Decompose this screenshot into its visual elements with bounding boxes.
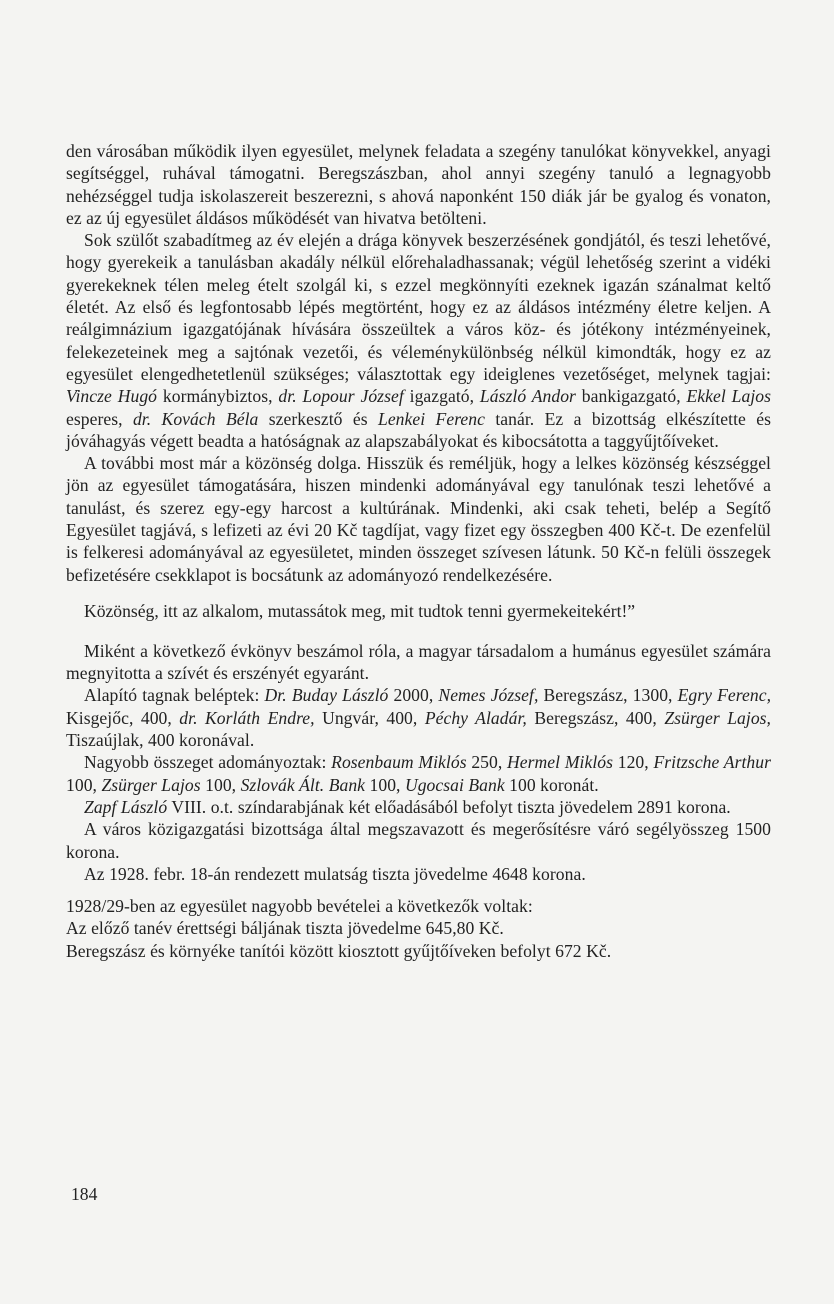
page-number: 184	[71, 1184, 98, 1204]
person-name: Lenkei Ferenc	[377, 408, 485, 429]
paragraph-play	[66, 796, 771, 818]
person-name: Buday László	[291, 685, 389, 706]
text-fragment: Alapító tagnak beléptek:	[84, 685, 265, 706]
text-fragment: Nagyobb összeget adományoztak:	[84, 752, 332, 773]
paragraph-3-text: A további most már a közönség dolga. Hisszük és reméljük, hogy a lelkes közönség készséggel jön az egyesület támogatására, hiszen mindenki adományával egy tanulónak teszi lehetővé a tanulást, és szerez egy-egy harcost a kultúrának. Mindenki, aki csak teheti, belép a Segítő Egyesület tagjává, s lefizeti az évi 20 Kč tagdíjat, vagy fizet egy összegben 400 Kč-t. De ezenfelül is felkeresi adományával az egyesületet, minden összeget szívesen látunk. 50 Kč-n felüli összegek befizetésére csekklapot is bocsátunk az adományozó rendelkezésére.	[66, 453, 771, 585]
text-fragment: 100,	[365, 774, 405, 795]
title-abbrev: dr.	[132, 408, 152, 429]
title-abbrev: Dr.	[264, 685, 287, 706]
text-fragment: 100,	[200, 774, 241, 795]
person-name: Zsürger Lajos	[101, 774, 201, 795]
text-fragment: Beregszász, 1300,	[538, 685, 678, 706]
appeal-line	[66, 600, 771, 622]
title-abbrev: dr.	[278, 386, 297, 407]
text-fragment: 2000,	[388, 685, 439, 706]
text-fragment: VIII. o.t. színdarabjának két előadásából befolyt tiszta jövedelem 2891 korona.	[167, 796, 731, 817]
text-fragment	[151, 409, 161, 429]
paragraph-donors	[66, 751, 771, 796]
revenue-line-2-text: Az előző tanév érettségi báljának tiszta jövedelme 645,80 Kč.	[66, 918, 504, 939]
text-fragment: igazgató,	[403, 386, 480, 407]
person-name: Péchy Aladár,	[424, 707, 527, 728]
person-name: Hermel Miklós	[507, 752, 614, 773]
person-name: Korláth Endre,	[205, 707, 315, 728]
paragraph-5	[66, 640, 771, 685]
person-name: Lopour József	[302, 386, 404, 407]
revenue-line-3	[66, 940, 771, 962]
text-fragment: esperes,	[66, 408, 133, 429]
text-fragment: Ungvár, 400,	[314, 707, 425, 728]
text-fragment: 100 koronát.	[504, 774, 599, 795]
text-fragment: 250,	[466, 752, 508, 773]
paragraph-3	[66, 452, 771, 586]
person-name: Rosenbaum Miklós	[331, 752, 467, 773]
paragraph-founders	[66, 684, 771, 751]
text-fragment: tanár. Ez a bizottság elkészítette és jóváhagyás végett beadta a hatóságnak az alapszabályokat és kibocsátotta a taggyűjtőíveket.	[66, 408, 771, 451]
person-name: Egry Ferenc,	[677, 685, 772, 706]
person-name: Zsürger Lajos,	[664, 707, 772, 728]
text-fragment: 120,	[613, 752, 654, 773]
text-fragment: bankigazgató,	[575, 386, 687, 407]
person-name: Nemes József,	[438, 685, 539, 706]
revenue-line-1-text: 1928/29-ben az egyesület nagyobb bevételei a következők voltak:	[66, 896, 533, 917]
paragraph-ball	[66, 863, 771, 885]
paragraph-ball-text: Az 1928. febr. 18-án rendezett mulatság tiszta jövedelme 4648 korona.	[84, 863, 586, 884]
text-fragment: kormánybiztos,	[157, 386, 279, 407]
person-name: Fritzsche Arthur	[653, 752, 772, 773]
title-abbrev: dr.	[179, 707, 198, 728]
paragraph-2-text: Sok szülőt szabadítmeg az év elején a drága könyvek beszerzésének gondjától, és teszi lehetővé, hogy gyerekeik a tanulásban akadály nélkül előrehaladhassanak; végül lehetőség szerint a vidéki gyerekeknek télen meleg ételt szolgál ki, s ezzel megkönnyíti ezeknek igazán szánalmat keltő életét. Az első és legfontosabb lépés megtörtént, hogy ez az áldásos intézmény életre keljen. A reálgimnázium igazgatójának hívására összeültek a város köz- és jótékony intézményeinek, felekezeteinek meg a sajtónak vezetői, és véleménykülönbség nélkül kimondták, hogy ez az egyesület elengedhetetlenül szükséges; választottak egy ideiglenes vezetőséget, melynek tagjai:	[66, 230, 771, 384]
page-body	[66, 140, 771, 962]
revenue-line-1	[66, 895, 771, 917]
text-fragment: szerkesztő és	[258, 408, 378, 429]
paragraph-2	[66, 229, 771, 452]
paragraph-1-text: den városában működik ilyen egyesület, melynek feladata a szegény tanulókat könyvekkel, anyagi segítséggel, ruhával támogatni. Beregszászban, ahol annyi szegény tanuló a legnagyobb nehézséggel tudja iskolaszereit beszerezni, s ahová naponként 150 diák jár be gyalog és vonaton, ez az új egyesület áldásos működését van hivatva betölteni.	[66, 141, 771, 228]
text-fragment: 100,	[66, 774, 102, 795]
paragraph-grant	[66, 818, 771, 863]
text-fragment: Tiszaújlak, 400 koronával.	[66, 730, 255, 751]
paragraph-grant-text: A város közigazgatási bizottsága által megszavazott és megerősítésre váró segélyösszeg 1500 korona.	[66, 819, 771, 862]
person-name: Vincze Hugó	[66, 386, 158, 407]
text-fragment: Beregszász, 400,	[526, 707, 665, 728]
text-fragment: Kisgejőc, 400,	[66, 707, 180, 728]
revenue-line-3-text: Beregszász és környéke tanítói között kiosztott gyűjtőíveken befolyt 672 Kč.	[66, 940, 612, 961]
person-name: Zapf László	[84, 796, 168, 817]
institution-name: Szlovák Ált. Bank	[240, 774, 366, 795]
revenue-line-2	[66, 917, 771, 939]
text-fragment	[198, 708, 205, 728]
person-name: László Andor	[479, 386, 576, 407]
appeal-text: Közönség, itt az alkalom, mutassátok meg, mit tudtok tenni gyermekeitekért!”	[84, 600, 636, 621]
paragraph-5-text: Miként a következő évkönyv beszámol róla, a magyar társadalom a humánus egyesület számára megnyitotta a szívét és erszényét egyaránt.	[66, 640, 771, 684]
paragraph-1	[66, 140, 771, 229]
institution-name: Ugocsai Bank	[404, 774, 505, 795]
person-name: Ekkel Lajos	[686, 386, 772, 407]
person-name: Kovách Béla	[161, 408, 259, 429]
